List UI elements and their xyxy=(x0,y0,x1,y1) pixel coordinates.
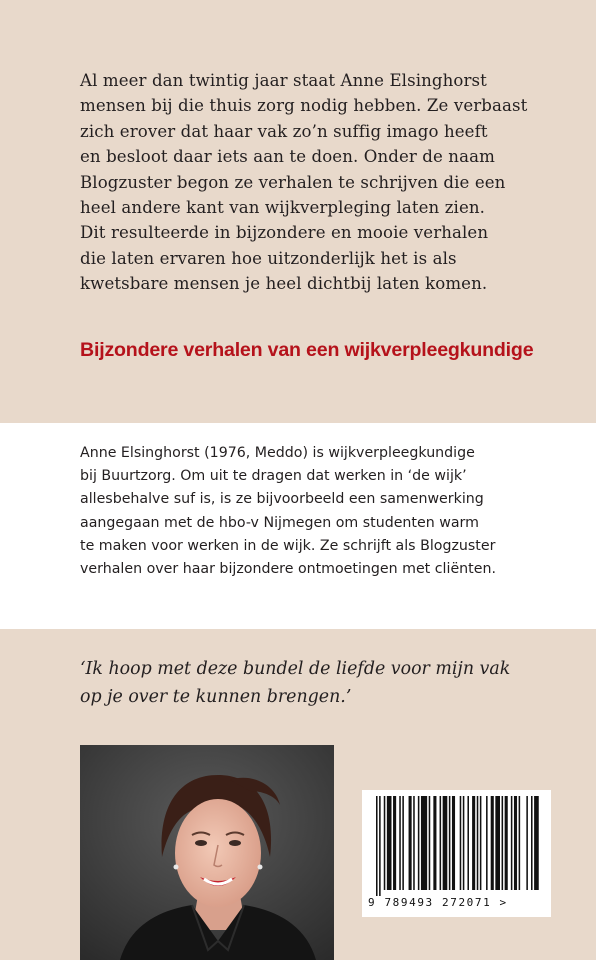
barcode-bar xyxy=(399,796,401,890)
barcode-bar xyxy=(433,796,436,890)
bio-line: verhalen over haar bijzondere ontmoetingen met cliënten. xyxy=(80,561,496,578)
barcode-bar xyxy=(460,796,462,890)
barcode-bar xyxy=(486,796,488,890)
barcode-bar xyxy=(495,796,500,890)
blurb-line: Blogzuster begon ze verhalen te schrijven die een xyxy=(80,172,506,192)
bio-line: te maken voor werken in de wijk. Ze schrijft als Blogzuster xyxy=(80,537,496,554)
barcode-bar xyxy=(519,796,521,890)
barcode-bar xyxy=(502,796,504,890)
barcode-bar xyxy=(467,796,469,890)
barcode-bar xyxy=(413,796,415,890)
barcode-bar xyxy=(534,796,539,890)
quote-line: ‘Ik hoop met deze bundel de liefde voor mijn vak xyxy=(80,659,511,679)
barcode-bar xyxy=(443,796,448,890)
barcode-bar xyxy=(463,796,465,890)
author-photo xyxy=(80,745,334,960)
blurb-line: die laten ervaren hoe uitzonderlijk het is als xyxy=(80,248,457,268)
barcode-bar xyxy=(384,796,386,890)
author-quote xyxy=(80,655,570,711)
barcode-bar xyxy=(421,796,427,890)
barcode-bar xyxy=(491,796,494,890)
barcode-bar xyxy=(452,796,455,890)
blurb-line: mensen bij die thuis zorg nodig hebben. Ze verbaast xyxy=(80,96,528,116)
barcode-bar xyxy=(531,796,533,890)
isbn-barcode xyxy=(362,790,551,917)
barcode-bar xyxy=(511,796,513,890)
blurb-line: en besloot daar iets aan te doen. Onder de naam xyxy=(80,147,495,167)
barcode-bar xyxy=(449,796,451,890)
blurb-line: Dit resulteerde in bijzondere en mooie verhalen xyxy=(80,223,489,243)
barcode-bar xyxy=(440,796,442,890)
barcode-bar xyxy=(387,796,392,890)
blurb-line: heel andere kant van wijkverpleging laten zien. xyxy=(80,198,486,218)
bio-line: bij Buurtzorg. Om uit te dragen dat werken in ‘de wijk’ xyxy=(80,468,467,485)
barcode-bar xyxy=(480,796,482,890)
barcode-bar xyxy=(526,796,528,890)
barcode-bar xyxy=(402,796,404,890)
barcode-bar xyxy=(418,796,420,890)
bio-line: aangegaan met de hbo-v Nijmegen om studenten warm xyxy=(80,514,479,531)
author-portrait-illustration xyxy=(80,745,334,960)
barcode-bar xyxy=(505,796,508,890)
barcode-bar xyxy=(409,796,412,890)
blurb-line: Al meer dan twintig jaar staat Anne Elsinghorst xyxy=(80,71,487,90)
blurb-line: zich erover dat haar vak zo’n suffig imago heeft xyxy=(80,121,488,141)
barcode-bar xyxy=(393,796,396,890)
isbn-digits: 9 789493 272071 > xyxy=(368,896,508,909)
barcode-bar xyxy=(429,796,431,890)
bio-line: Anne Elsinghorst (1976, Meddo) is wijkverpleegkundige xyxy=(80,445,475,461)
quote-line: op je over te kunnen brengen.’ xyxy=(80,687,352,707)
author-bio xyxy=(80,442,560,581)
barcode-bar xyxy=(379,796,381,896)
back-cover-blurb xyxy=(80,68,560,297)
barcode-bar xyxy=(477,796,479,890)
book-subtitle: Bijzondere verhalen van een wijkverpleegkundige xyxy=(80,339,534,361)
barcode-bar xyxy=(472,796,475,890)
barcode-bar xyxy=(376,796,378,896)
barcode-bar xyxy=(514,796,517,890)
blurb-line: kwetsbare mensen je heel dichtbij laten komen. xyxy=(80,274,488,294)
bio-line: allesbehalve suf is, is ze bijvoorbeeld een samenwerking xyxy=(80,491,484,508)
